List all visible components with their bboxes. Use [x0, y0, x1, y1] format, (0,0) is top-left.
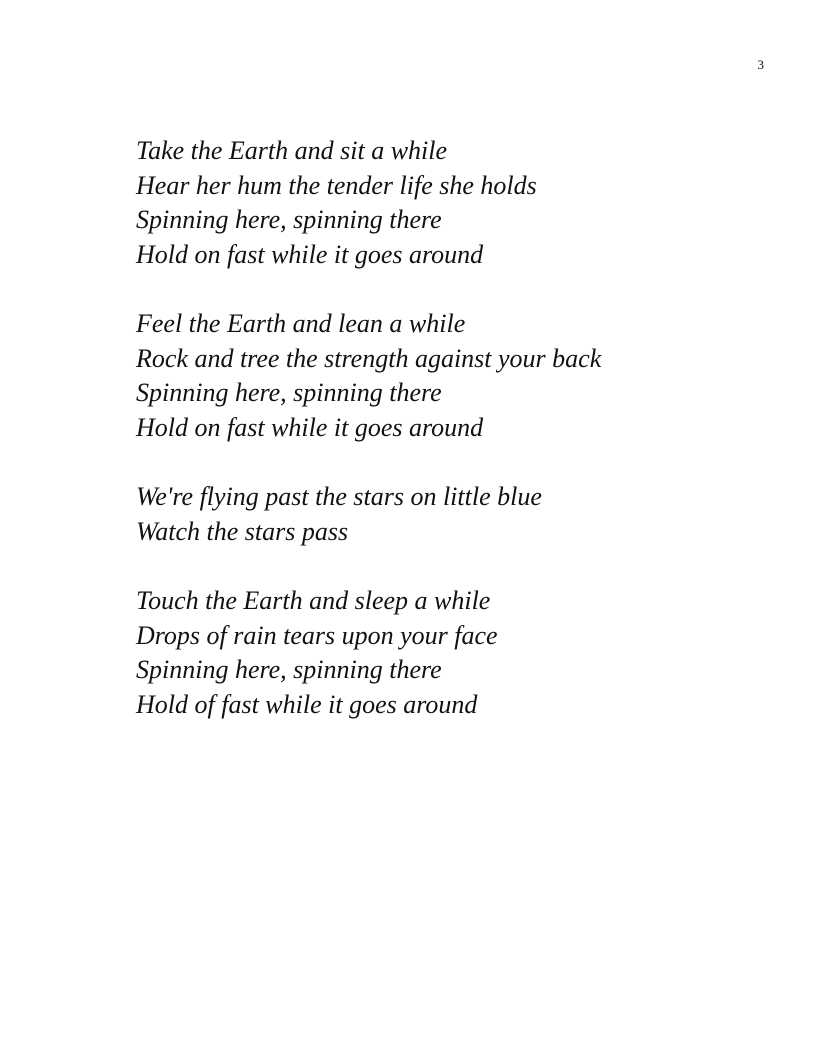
poem-line: Hold on fast while it goes around: [136, 412, 484, 442]
stanza-2: [136, 307, 756, 445]
poem-body: [136, 134, 756, 757]
poem-line: Watch the stars pass: [136, 516, 349, 546]
poem-line: Hold on fast while it goes around: [136, 239, 484, 269]
poem-line: Spinning here, spinning there: [136, 378, 442, 407]
poem-line: We're flying past the stars on little blue: [136, 482, 542, 511]
stanza-3: [136, 480, 756, 549]
poem-line: Hear her hum the tender life she holds: [136, 170, 537, 200]
poem-line: Hold of fast while it goes around: [136, 689, 478, 719]
poem-line: Take the Earth and sit a while: [136, 136, 448, 165]
poem-line: Feel the Earth and lean a while: [136, 309, 466, 338]
poem-line: Spinning here, spinning there: [136, 205, 442, 234]
stanza-4: [136, 584, 756, 722]
page-number: 3: [757, 57, 764, 72]
stanza-1: [136, 134, 756, 272]
poem-line: Drops of rain tears upon your face: [136, 620, 498, 650]
poem-line: Rock and tree the strength against your back: [136, 343, 602, 373]
poem-line: Touch the Earth and sleep a while: [136, 586, 491, 615]
poem-line: Spinning here, spinning there: [136, 655, 442, 684]
